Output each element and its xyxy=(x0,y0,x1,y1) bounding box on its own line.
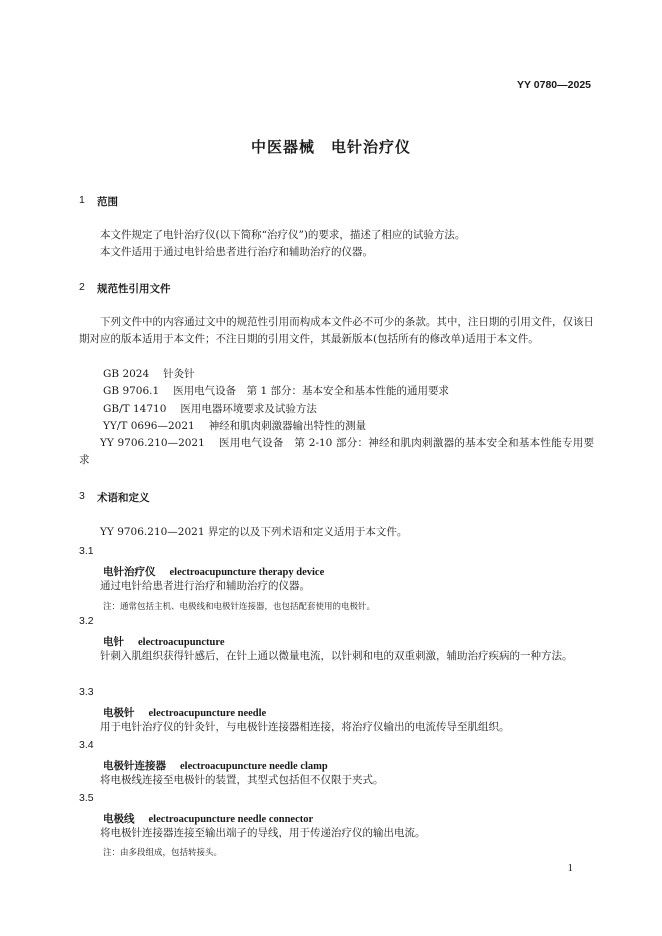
term-definition: 针刺入肌组织获得针感后，在针上通以微量电流，以针刺和电的双重刺激，辅助治疗疾病的一种方法。 xyxy=(100,650,573,662)
reference-code: GB 2024 xyxy=(103,368,150,380)
document-number: YY 0780—2025 xyxy=(517,79,591,91)
section-3-heading: 术语和定义 xyxy=(97,492,150,504)
term-chinese: 电针 xyxy=(103,636,124,648)
reference-code: YY/T 0696—2021 xyxy=(103,420,195,432)
section-2-number: 2 xyxy=(79,281,85,293)
section-3-intro: YY 9706.210—2021 界定的以及下列术语和定义适用于本文件。 xyxy=(100,526,408,538)
reference-item xyxy=(103,401,317,416)
reference-title: 医用电气设备 第 1 部分：基本安全和基本性能的通用要求 xyxy=(173,385,450,397)
term-english: electroacupuncture xyxy=(138,637,225,648)
reference-code: GB/T 14710 xyxy=(103,403,167,415)
term-definition: 将电极针连接器连接至输出端子的导线，用于传递治疗仪的输出电流。 xyxy=(100,827,426,839)
term-chinese: 电极针连接器 xyxy=(103,760,166,772)
term-definition: 将电极线连接至电极针的装置，其型式包括但不仅限于夹式。 xyxy=(100,774,384,786)
term-number: 3.5 xyxy=(79,792,94,804)
term-note: 注：通常包括主机、电极线和电极针连接器，也包括配套使用的电极针。 xyxy=(103,602,376,612)
term-number: 3.1 xyxy=(79,545,94,557)
term-note: 注：由多段组成，包括转接头。 xyxy=(103,848,223,858)
document-title: 中医器械 电针治疗仪 xyxy=(250,138,411,156)
term-number: 3.4 xyxy=(79,739,94,751)
term-definition: 通过电针给患者进行治疗和辅助治疗的仪器。 xyxy=(100,580,310,592)
term-chinese: 电针治疗仪 xyxy=(103,566,156,578)
reference-title: 医用电气设备 第 2-10 部分：神经和肌肉刺激器的基本安全和基本性能专用要求 xyxy=(79,437,594,466)
section-1-paragraph-1: 本文件规定了电针治疗仪(以下简称“治疗仪”)的要求，描述了相应的试验方法。 xyxy=(100,229,466,241)
reference-title: 神经和肌肉刺激器输出特性的测量 xyxy=(208,420,367,432)
section-3-number: 3 xyxy=(79,490,85,502)
section-1-number: 1 xyxy=(79,194,85,206)
section-2-heading: 规范性引用文件 xyxy=(97,283,171,295)
reference-code: YY 9706.210—2021 xyxy=(100,437,205,449)
section-1-heading: 范围 xyxy=(97,196,118,208)
section-1-paragraph-2: 本文件适用于通过电针给患者进行治疗和辅助治疗的仪器。 xyxy=(100,246,373,258)
term-english: electroacupuncture needle clamp xyxy=(180,761,328,772)
page-number: 1 xyxy=(567,862,573,874)
term-english: electroacupuncture therapy device xyxy=(169,567,325,578)
reference-title: 医用电器环境要求及试验方法 xyxy=(180,403,317,415)
term-definition: 用于电针治疗仪的针灸针，与电极针连接器相连接，将治疗仪输出的电流传导至肌组织。 xyxy=(100,721,510,733)
reference-code: GB 9706.1 xyxy=(103,385,160,397)
reference-item xyxy=(103,366,195,381)
reference-item xyxy=(103,418,366,433)
term-english: electroacupuncture needle xyxy=(148,708,267,719)
term-number: 3.3 xyxy=(79,686,94,698)
term-number: 3.2 xyxy=(79,615,94,627)
term-chinese: 电极针 xyxy=(103,707,135,719)
term-english: electroacupuncture needle connector xyxy=(148,814,314,825)
reference-item xyxy=(79,435,594,469)
term-chinese: 电极线 xyxy=(103,813,135,825)
reference-item xyxy=(103,383,449,398)
reference-title: 针灸针 xyxy=(163,368,195,380)
section-2-intro: 下列文件中的内容通过文中的规范性引用而构成本文件必不可少的条款。其中，注日期的引用文件，仅该日期对应的版本适用于本文件；不注日期的引用文件，其最新版本(包括所有的修改单)适用于本文件。 xyxy=(79,316,594,345)
